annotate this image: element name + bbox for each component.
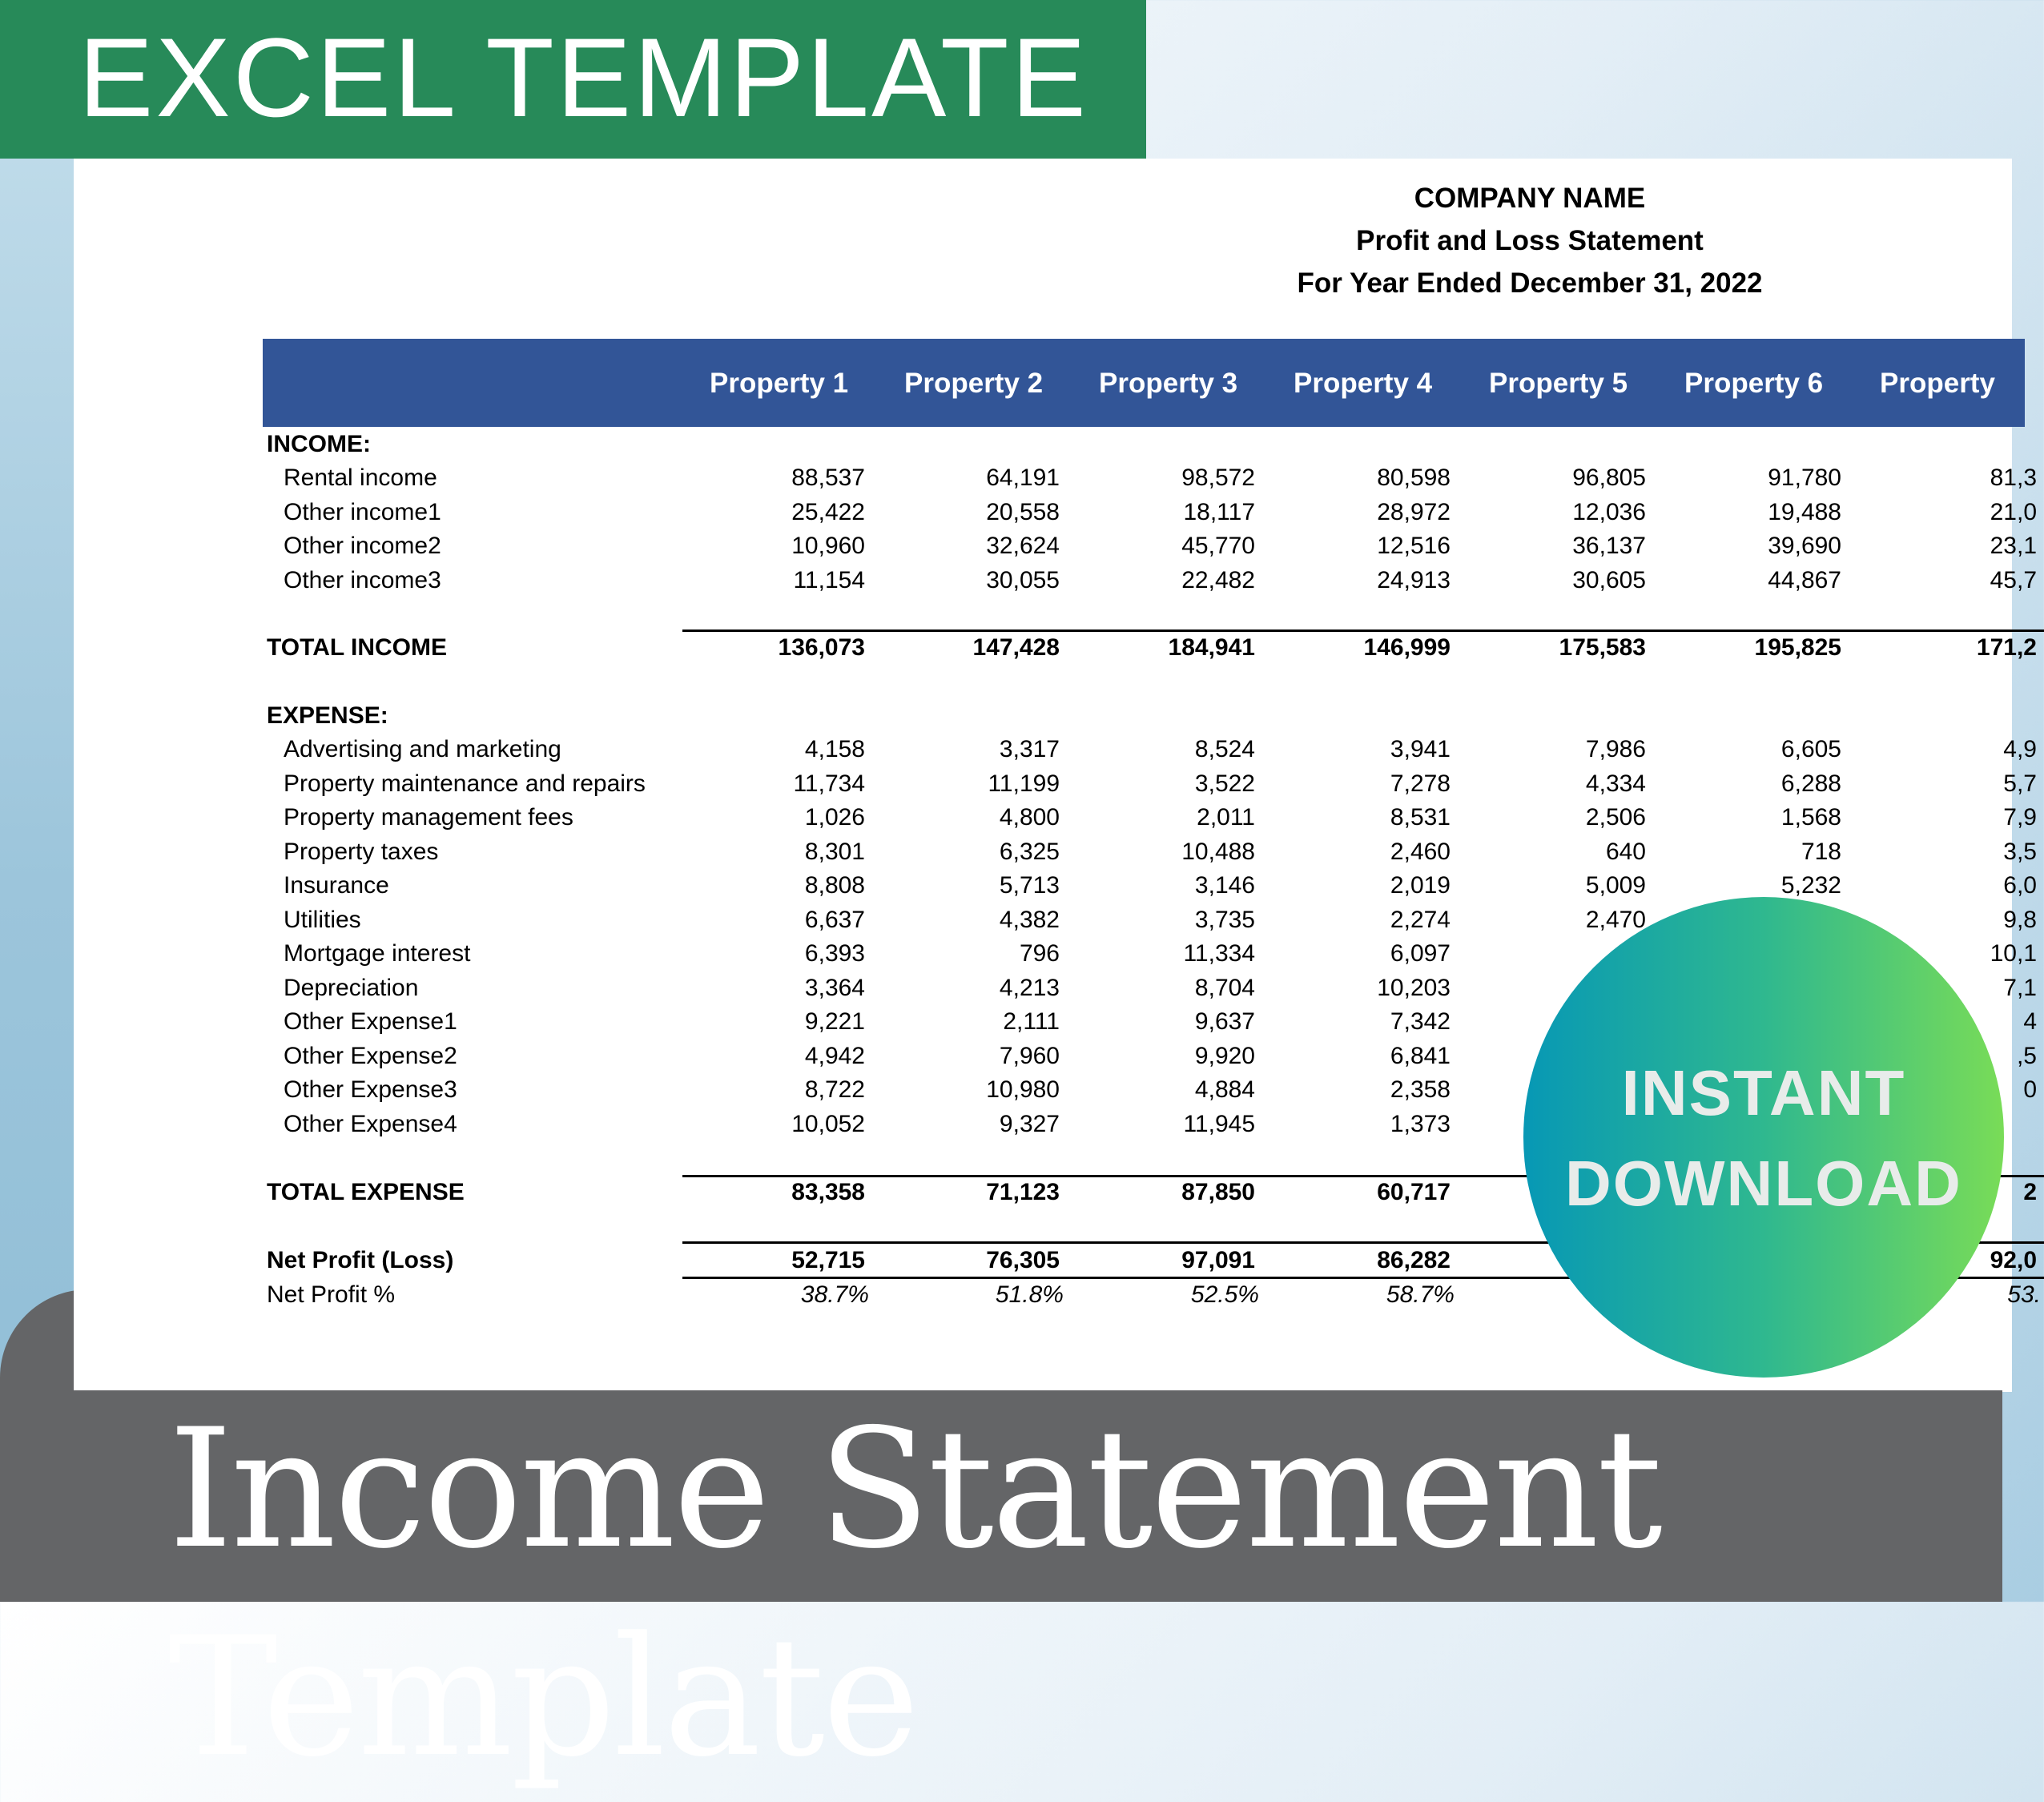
cell-value[interactable]: 2,011 [1197, 804, 1255, 831]
cell-value[interactable]: 2,111 [1003, 1008, 1060, 1035]
cell-value[interactable]: 11,945 [1183, 1110, 1255, 1137]
cell-value[interactable]: 195,825 [1754, 634, 1841, 661]
cell-value[interactable]: 3,317 [999, 736, 1060, 762]
cell-value[interactable]: 7,278 [1390, 770, 1451, 797]
cell-value[interactable]: 45,770 [1181, 533, 1255, 559]
instant-download-badge [1523, 897, 2004, 1378]
cell-value[interactable]: 58.7% [1386, 1281, 1455, 1308]
cell-value[interactable]: 81,3 [1990, 465, 2037, 491]
table-row [0, 496, 2037, 529]
cell-value[interactable]: 36,137 [1572, 533, 1646, 559]
table-row [0, 529, 2037, 563]
cell-value[interactable]: 88,537 [791, 465, 865, 491]
cell-value[interactable]: 7,960 [999, 1042, 1060, 1069]
cell-value[interactable]: 2,470 [1585, 906, 1646, 933]
cell-value[interactable]: 22,482 [1181, 566, 1255, 593]
table-row [0, 564, 2037, 597]
cell-value[interactable]: 147,428 [972, 634, 1060, 661]
cell-value[interactable]: 8,722 [804, 1076, 865, 1103]
cell-value[interactable]: 4,800 [999, 804, 1060, 831]
cell-value[interactable]: 796 [1019, 940, 1060, 967]
cell-value[interactable]: 146,999 [1363, 634, 1451, 661]
column-header: Property 2 [904, 368, 1044, 399]
cell-value[interactable]: 10,488 [1181, 838, 1255, 865]
row-label: Net Profit (Loss) [267, 1247, 454, 1273]
cell-value[interactable]: 60,717 [1377, 1179, 1451, 1205]
cell-value[interactable]: 1,026 [804, 804, 865, 831]
row-label: Property taxes [284, 838, 439, 865]
cell-value[interactable]: 24,913 [1377, 566, 1451, 593]
cell-value[interactable]: 6,841 [1390, 1042, 1451, 1069]
cell-value[interactable]: 12,516 [1377, 533, 1451, 559]
cell-value[interactable]: 51.8% [995, 1281, 1064, 1308]
cell-value[interactable]: 91,780 [1768, 465, 1841, 491]
cell-value[interactable]: 87,850 [1181, 1179, 1255, 1205]
cell-value[interactable]: 2 [2023, 1179, 2037, 1205]
cell-value[interactable]: 76,305 [986, 1247, 1060, 1273]
row-label: Other Expense1 [284, 1008, 457, 1035]
cell-value[interactable]: 11,334 [1183, 940, 1255, 967]
cell-value[interactable]: 8,808 [804, 872, 865, 899]
cell-value[interactable]: 7,342 [1390, 1008, 1451, 1035]
cell-value[interactable]: 11,154 [793, 566, 865, 593]
cell-value[interactable]: 1,373 [1390, 1110, 1451, 1137]
section-header [0, 428, 2002, 461]
cell-value[interactable]: 11,199 [988, 770, 1060, 797]
cell-value[interactable]: 7,1 [2003, 974, 2037, 1001]
cell-value[interactable]: 23,1 [1990, 533, 2037, 559]
cell-value[interactable]: 4,382 [999, 906, 1060, 933]
row-label: Depreciation [284, 974, 419, 1001]
cell-value[interactable]: 3,941 [1390, 736, 1451, 762]
cell-value[interactable]: 10,052 [791, 1110, 865, 1137]
cell-value[interactable]: 2,019 [1390, 872, 1451, 899]
cell-value[interactable]: 8,704 [1194, 974, 1255, 1001]
cell-value[interactable]: 9,221 [804, 1008, 865, 1035]
row-label: Other Expense4 [284, 1110, 457, 1137]
section-header [0, 699, 2002, 733]
cell-value[interactable]: 6,605 [1780, 736, 1841, 762]
cell-value[interactable]: 6,097 [1390, 940, 1451, 967]
cell-value[interactable]: 5,713 [999, 872, 1060, 899]
cell-value[interactable]: 3,522 [1194, 770, 1255, 797]
cell-value[interactable]: 32,624 [986, 533, 1060, 559]
cell-value[interactable]: 4,158 [804, 736, 865, 762]
cell-value[interactable]: 5,7 [2003, 770, 2037, 797]
cell-value[interactable]: 1,568 [1780, 804, 1841, 831]
cell-value[interactable]: 136,073 [778, 634, 865, 661]
badge-line-1: INSTANT [1621, 1057, 1906, 1128]
cell-value[interactable]: 52.5% [1190, 1281, 1259, 1308]
cell-value[interactable]: 9,920 [1194, 1042, 1255, 1069]
row-label: Mortgage interest [284, 940, 471, 967]
cell-value[interactable]: 10,980 [986, 1076, 1060, 1103]
cell-value[interactable]: 2,460 [1390, 838, 1451, 865]
table-row [0, 801, 2037, 835]
column-header: Property 3 [1099, 368, 1238, 399]
cell-value[interactable]: 7,986 [1585, 736, 1646, 762]
cell-value[interactable]: 45,7 [1990, 566, 2037, 593]
column-header: Property 1 [710, 368, 849, 399]
cell-value[interactable]: 4,213 [999, 974, 1060, 1001]
row-label: Net Profit % [267, 1281, 396, 1308]
cell-value[interactable]: 4,942 [804, 1042, 865, 1069]
cell-value[interactable]: 10,203 [1377, 974, 1451, 1001]
cell-value[interactable]: 3,364 [804, 974, 865, 1001]
cell-value[interactable]: 3,735 [1194, 906, 1255, 933]
cell-value[interactable]: 10,1 [1990, 940, 2037, 967]
cell-value[interactable]: 4,884 [1194, 1076, 1255, 1103]
row-label: Other income3 [284, 566, 441, 593]
cell-value[interactable]: 86,282 [1377, 1247, 1451, 1273]
cell-value[interactable]: 9,637 [1194, 1008, 1255, 1035]
row-label: Property management fees [284, 804, 573, 831]
cell-value[interactable]: 3,146 [1194, 872, 1255, 899]
table-row [0, 835, 2037, 869]
cell-value[interactable]: 97,091 [1181, 1247, 1255, 1273]
row-label: Insurance [284, 872, 389, 899]
banner-title: EXCEL TEMPLATE [78, 14, 1088, 140]
cell-value[interactable]: 2,506 [1585, 804, 1646, 831]
cell-value[interactable]: 3,5 [2003, 838, 2037, 865]
row-label: Other income2 [284, 533, 441, 559]
cell-value[interactable]: 38.7% [800, 1281, 869, 1308]
table-row [0, 733, 2037, 766]
cell-value[interactable]: 83,358 [791, 1179, 865, 1205]
row-label: TOTAL EXPENSE [267, 1179, 465, 1205]
cell-value[interactable]: 39,690 [1768, 533, 1841, 559]
footer-title: Income Statement Template [168, 1394, 1660, 1793]
row-label: Other income1 [284, 498, 441, 525]
row-label: INCOME: [267, 431, 371, 457]
cell-value[interactable]: 6,0 [2003, 872, 2037, 899]
cell-value[interactable]: 8,301 [804, 838, 865, 865]
cell-value[interactable]: 175,583 [1559, 634, 1646, 661]
cell-value[interactable]: 4 [2023, 1008, 2037, 1035]
cell-value[interactable]: 8,531 [1390, 804, 1451, 831]
cell-value[interactable]: 184,941 [1168, 634, 1255, 661]
cell-value[interactable]: 44,867 [1768, 566, 1841, 593]
cell-value[interactable]: 20,558 [986, 498, 1060, 525]
cell-value[interactable]: 8,524 [1194, 736, 1255, 762]
cell-value[interactable]: 30,055 [986, 566, 1060, 593]
cell-value[interactable]: 71,123 [986, 1179, 1060, 1205]
cell-value[interactable]: 25,422 [791, 498, 865, 525]
column-header: Property [1880, 368, 1995, 399]
cell-value[interactable]: 5,232 [1780, 872, 1841, 899]
cell-value[interactable]: 11,734 [793, 770, 865, 797]
cell-value[interactable]: 4,334 [1585, 770, 1646, 797]
cell-value[interactable]: 2,274 [1390, 906, 1451, 933]
cell-value[interactable]: 6,288 [1780, 770, 1841, 797]
cell-value[interactable]: 718 [1801, 838, 1841, 865]
cell-value[interactable]: 52,715 [791, 1247, 865, 1273]
row-label: Rental income [284, 465, 437, 491]
cell-value[interactable]: 30,605 [1572, 566, 1646, 593]
row-label: Other Expense3 [284, 1076, 457, 1103]
row-label: Other Expense2 [284, 1042, 457, 1069]
cell-value[interactable]: 0 [2023, 1076, 2037, 1103]
row-label: Property maintenance and repairs [284, 770, 646, 797]
table-row [0, 461, 2037, 495]
cell-value[interactable]: 53. [2007, 1281, 2041, 1308]
cell-value[interactable]: 80,598 [1377, 465, 1451, 491]
cell-value[interactable]: 6,325 [999, 838, 1060, 865]
total-row [0, 631, 2037, 665]
cell-value[interactable]: 98,572 [1181, 465, 1255, 491]
row-label: Utilities [284, 906, 361, 933]
badge-line-2: DOWNLOAD [1565, 1148, 1962, 1219]
row-label: TOTAL INCOME [267, 634, 447, 661]
cell-value[interactable]: 92,0 [1990, 1247, 2037, 1273]
cell-value[interactable]: 64,191 [986, 465, 1060, 491]
table-row [0, 869, 2037, 903]
column-header: Property 5 [1489, 368, 1628, 399]
column-header: Property 6 [1684, 368, 1824, 399]
cell-value[interactable]: 21,0 [1990, 498, 2037, 525]
cell-value[interactable]: 6,393 [804, 940, 865, 967]
cell-value[interactable]: 28,972 [1377, 498, 1451, 525]
cell-value[interactable]: 9,327 [999, 1110, 1060, 1137]
cell-value[interactable]: ,5 [2016, 1042, 2037, 1069]
company-name: COMPANY NAME [1414, 183, 1646, 214]
row-label: Advertising and marketing [284, 736, 561, 762]
cell-value[interactable]: 7,9 [2003, 804, 2037, 831]
cell-value[interactable]: 18,117 [1183, 498, 1255, 525]
table-row [0, 767, 2037, 801]
cell-value[interactable]: 12,036 [1572, 498, 1646, 525]
cell-value[interactable]: 5,009 [1585, 872, 1646, 899]
row-label: EXPENSE: [267, 702, 388, 729]
cell-value[interactable]: 4,9 [2003, 736, 2037, 762]
cell-value[interactable]: 6,637 [804, 906, 865, 933]
cell-value[interactable]: 2,358 [1390, 1076, 1451, 1103]
cell-value[interactable]: 9,8 [2003, 906, 2037, 933]
cell-value[interactable]: 96,805 [1572, 465, 1646, 491]
cell-value[interactable]: 640 [1605, 838, 1646, 865]
statement-period: For Year Ended December 31, 2022 [1297, 267, 1763, 299]
cell-value[interactable]: 19,488 [1768, 498, 1841, 525]
cell-value[interactable]: 10,960 [791, 533, 865, 559]
statement-title: Profit and Loss Statement [1356, 225, 1704, 256]
column-header: Property 4 [1294, 368, 1433, 399]
cell-value[interactable]: 171,2 [1976, 634, 2037, 661]
